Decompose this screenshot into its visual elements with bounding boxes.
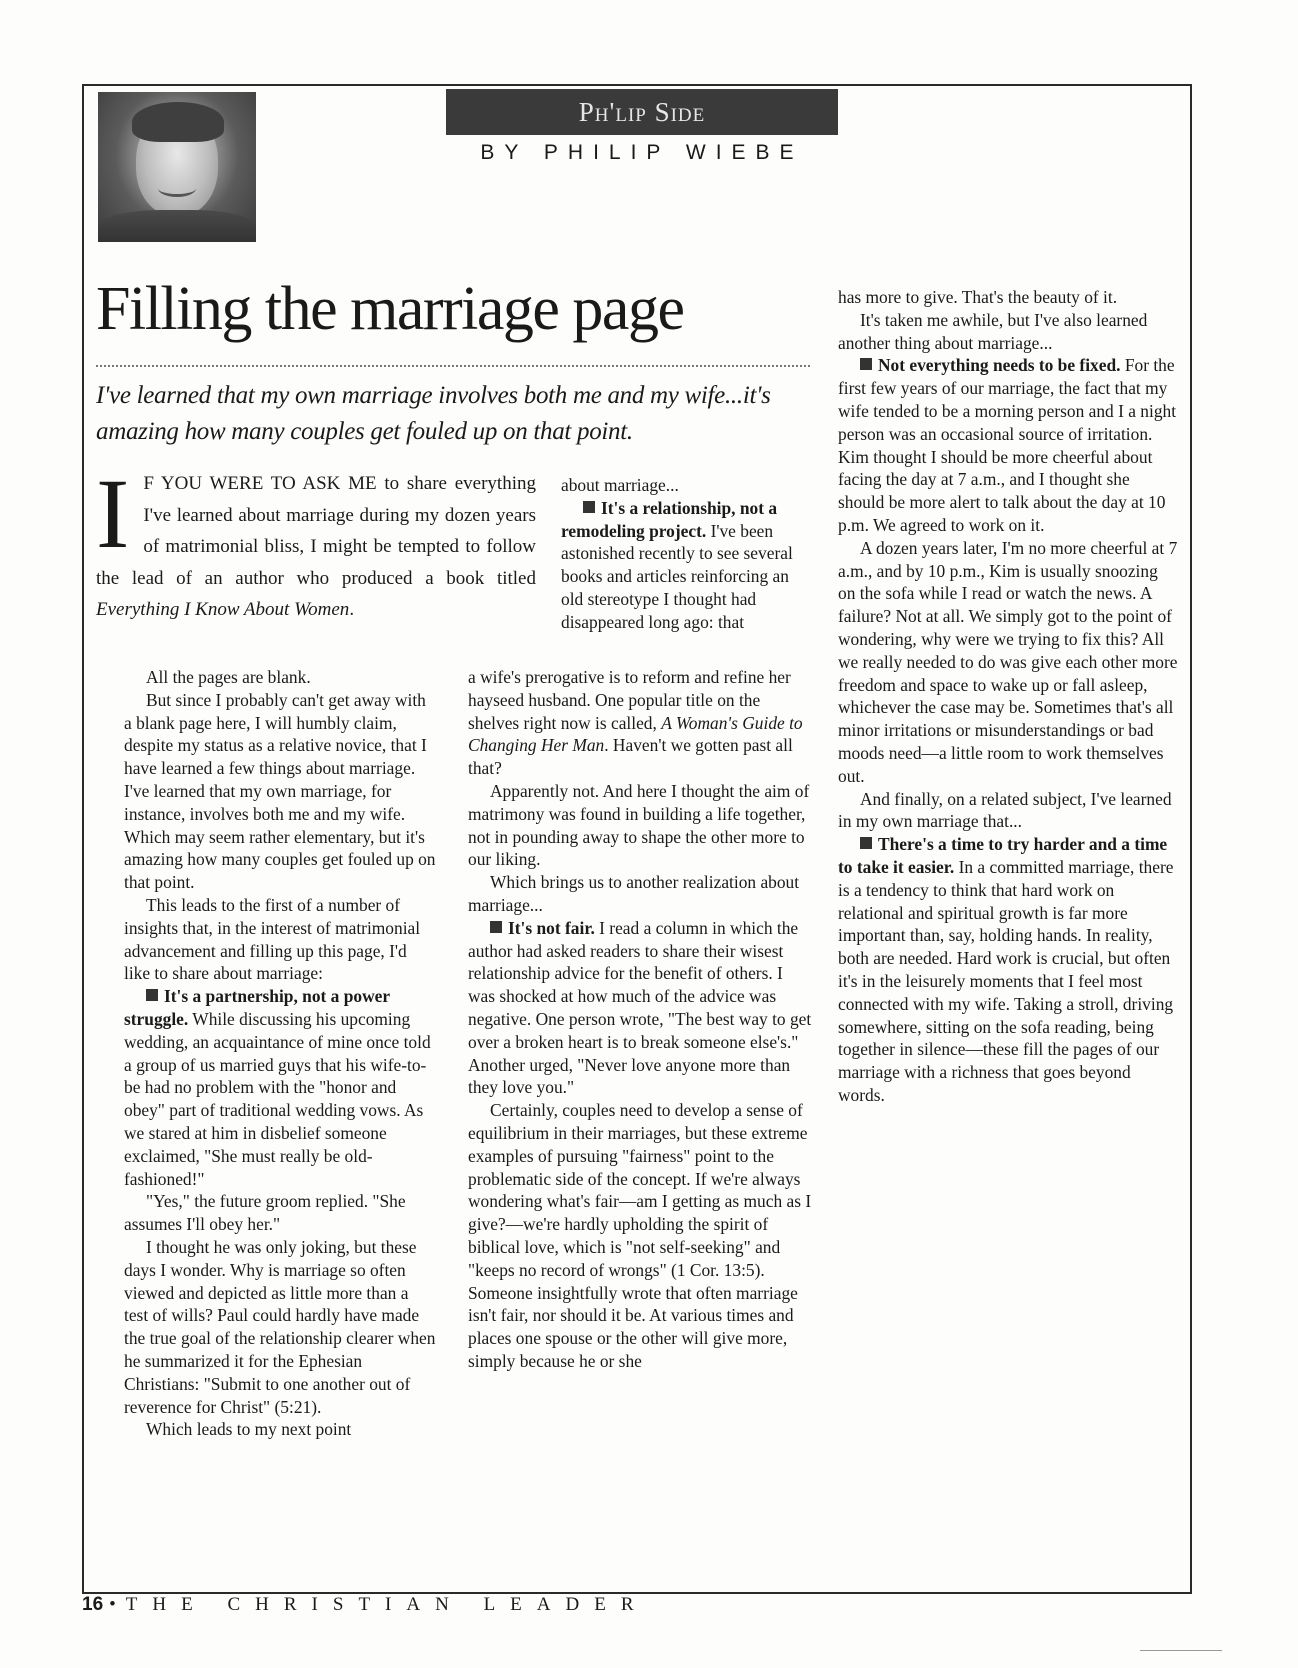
paragraph-text: I read a column in which the author had asked readers to share their wisest relationship advice for the benefit of others. I was shocked at how much of the advice was negative. One person wrote, "The best way to get over a broken heart is to break someone else's." Another urged, "Never love anyone more than they love you." <box>468 917 812 1098</box>
subhead-relationship: It's a relationship, not a remodeling project. <box>561 497 778 541</box>
paragraph-text: a wife's prerogative is to reform and refine her hayseed husband. One popular title on the shelves right now is called, <box>468 667 791 733</box>
lead-caps: F YOU WERE TO ASK ME <box>143 473 377 494</box>
subhead-partnership: It's a partnership, not a power struggle. <box>124 986 390 1029</box>
author-hair <box>132 102 224 142</box>
byline: BY PHILIP WIEBE <box>480 141 804 164</box>
book-title: Everything I Know About Women <box>96 599 350 620</box>
paragraph-text: . Haven't we gotten past all that? <box>468 735 793 779</box>
bullet-square-icon <box>583 501 595 513</box>
paragraph-text: While discussing his upcoming wedding, an acquaintance of mine once told a group of us married guys that his wife-to-be had no problem with the "honor and obey" part of traditional wedding vows. As we stared at him in disbelief someone exclaimed, "She must really be old-fashioned!" <box>124 1008 431 1189</box>
paragraph: But since I probably can't get away with a blank page here, I will humbly claim, despite my status as a relative novice, that I have learned a few things about marriage. I've learned that my own marriage, for instance, involves both me and my wife. Which may seem rather elementary, but it's amazing how many couples get fouled up on that point. <box>124 689 436 893</box>
paragraph <box>124 985 436 1190</box>
column-2 <box>468 666 813 1373</box>
book-title: A Woman's Guide to Changing Her Man <box>468 712 803 756</box>
paragraph <box>468 666 813 780</box>
paragraph: Which brings us to another realization about marriage... <box>468 872 800 915</box>
lead-text: to share everything I've learned about marriage during my dozen years of matrimonial bliss, I might be tempted to follow the lead of an author who produced a book titled <box>96 473 536 589</box>
column-1 <box>124 666 436 1441</box>
paragraph <box>838 354 1178 536</box>
bullet-square-icon <box>146 989 158 1001</box>
subhead-not-fixed: Not everything needs to be fixed. <box>878 355 1121 376</box>
drop-cap: I <box>96 458 130 569</box>
column-3 <box>838 286 1178 1107</box>
paragraph: All the pages are blank. <box>146 667 311 687</box>
paragraph: Apparently not. And here I thought the aim of matrimony was found in building a life together, not in pounding away to shape the other more to our liking. <box>468 780 810 870</box>
bullet-square-icon <box>490 921 502 933</box>
column-2-top <box>561 474 809 634</box>
article-deck: I've learned that my own marriage involves both me and my wife...it's amazing how many couples get fouled up on that point. <box>96 382 771 445</box>
bullet-square-icon <box>860 837 872 849</box>
page-edge-line <box>1140 1650 1222 1651</box>
paragraph: Which leads to my next point <box>146 1419 352 1440</box>
column-banner: Ph'lip Side <box>446 89 838 135</box>
paragraph: has more to give. That's the beauty of it. <box>838 287 1118 307</box>
dotted-divider <box>96 365 810 367</box>
author-photo <box>98 92 256 242</box>
paragraph <box>561 497 809 634</box>
author-shoulders <box>98 210 256 242</box>
page-footer <box>82 1594 649 1616</box>
paragraph: Certainly, couples need to develop a sense of equilibrium in their marriages, but these extreme examples of pursuing "fairness" point to the problematic side of the concept. If we're always wondering what's fair—am I getting as much as I give?—we're hardly upholding the spirit of biblical love, which is "not self-seeking" and "keeps no record of wrongs" (1 Cor. 13:5). Someone insightfully wrote that often marriage isn't fair, nor should it be. At various times and places one spouse or the other will give more, simply because he or she <box>468 1100 812 1371</box>
paragraph: And finally, on a related subject, I've learned in my own marriage that... <box>838 788 1172 832</box>
article-headline: Filling the marriage page <box>96 275 684 343</box>
lead-end: . <box>349 599 355 620</box>
paragraph: "Yes," the future groom replied. "She assumes I'll obey her." <box>124 1191 406 1235</box>
page-number: 16 <box>82 1594 104 1615</box>
paragraph: I thought he was only joking, but these days I wonder. Why is marriage so often viewed and depicted as little more than a test of wills? Paul could hardly have made the true goal of the relationship clearer when he summarized it for the Ephesian Christians: "Submit to one another out of reverence for Christ" (5:21). <box>124 1236 436 1417</box>
author-smile <box>158 180 196 197</box>
publication-name: THE CHRISTIAN LEADER <box>125 1594 649 1615</box>
paragraph <box>838 833 1178 1107</box>
paragraph-text: I've been astonished recently to see several books and articles reinforcing an old stereotype I thought had disappeared long ago: that <box>561 520 793 632</box>
paragraph-text: For the first few years of our marriage, the fact that my wife tended to be a morning person and I a night person was an occasional source of irritation. Kim thought I should be more cheerful about facing the day at 7 a.m., and I thought she should be more alert to talk about the day at 10 p.m. We agreed to work on it. <box>838 355 1177 535</box>
lead-paragraph <box>96 458 536 626</box>
paragraph: about marriage... <box>561 475 679 495</box>
bullet-square-icon <box>860 358 872 370</box>
paragraph: A dozen years later, I'm no more cheerful at 7 a.m., and by 10 p.m., Kim is usually snoozing on the sofa while I read or watch the news. A failure? Not at all. We simply got to the point of wondering, why were we trying to fix this? All we really needed to do was give each other more freedom and space to wake up or fall asleep, whichever the case may be. Sometimes that's all minor irritations or misunderstandings or bad moods need—a little room to work themselves out. <box>838 537 1178 786</box>
paragraph <box>468 917 813 1099</box>
paragraph: This leads to the first of a number of insights that, in the interest of matrimonial advancement and filling up this page, I'd like to share about marriage: <box>124 894 421 984</box>
footer-separator: • <box>109 1594 116 1615</box>
paragraph-text: In a committed marriage, there is a tendency to think that hard work on relational and spiritual growth is far more important than, say, holding hands. In reality, both are needed. Hard work is crucial, but often it's in the leisurely moments that I feel most connected with my wife. Taking a stroll, driving somewhere, sitting on the sofa reading, being together in silence—these fill the pages of our marriage with a richness that goes beyond words. <box>838 856 1174 1105</box>
subhead-time: There's a time to try harder and a time to take it easier. <box>838 834 1168 877</box>
subhead-not-fair: It's not fair. <box>508 917 595 938</box>
paragraph: It's taken me awhile, but I've also learned another thing about marriage... <box>838 309 1148 353</box>
